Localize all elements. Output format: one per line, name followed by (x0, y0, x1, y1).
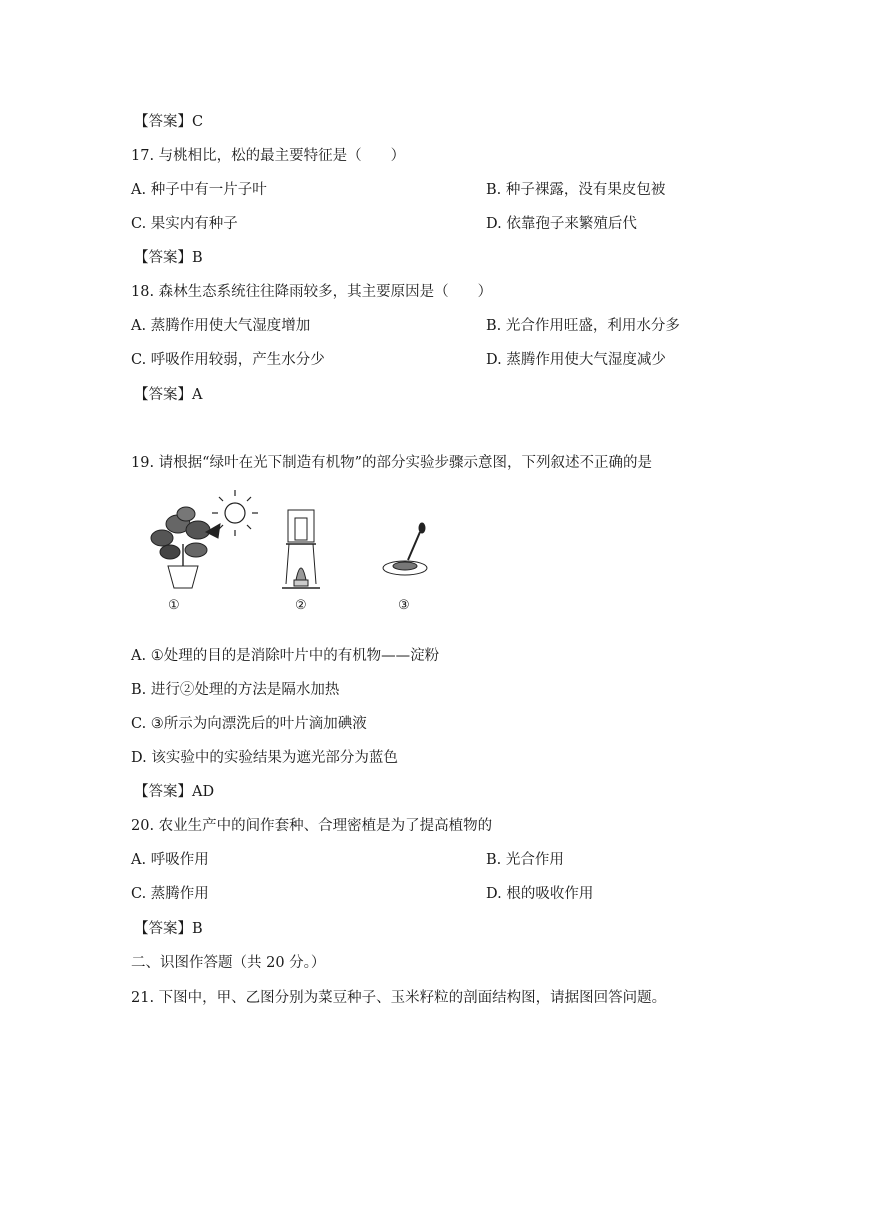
question-stem: 20. 农业生产中的间作套种、合理密植是为了提高植物的 (131, 818, 493, 834)
option-d: D. 根的吸收作用 (486, 886, 594, 902)
water-bath-icon (282, 510, 320, 588)
option-a: A. 蒸腾作用使大气湿度增加 (131, 318, 311, 334)
option-c: C. ③所示为向漂洗后的叶片滴加碘液 (131, 716, 367, 732)
figure-label-1: ① (168, 598, 180, 613)
dropper-dish-icon (383, 523, 427, 575)
option-d: D. 依靠孢子来繁殖后代 (486, 216, 637, 232)
answer: 【答案】B (134, 250, 203, 266)
question-stem: 18. 森林生态系统往往降雨较多，其主要原因是（ ） (131, 284, 493, 300)
option-b: B. 光合作用 (486, 852, 564, 868)
experiment-figure (140, 486, 460, 621)
figure-label-2: ② (295, 598, 307, 613)
question-stem: 17. 与桃相比，松的最主要特征是（ ） (131, 148, 406, 164)
option-d: D. 该实验中的实验结果为遮光部分为蓝色 (131, 750, 398, 766)
option-a: A. 种子中有一片子叶 (131, 182, 267, 198)
option-c: C. 蒸腾作用 (131, 886, 209, 902)
figure-label-3: ③ (398, 598, 410, 613)
question-stem: 19. 请根据“绿叶在光下制造有机物”的部分实验步骤示意图，下列叙述不正确的是 (131, 455, 652, 471)
answer: 【答案】A (134, 387, 203, 403)
option-d: D. 蒸腾作用使大气湿度减少 (486, 352, 666, 368)
option-a: A. ①处理的目的是消除叶片中的有机物——淀粉 (131, 648, 440, 664)
answer: 【答案】AD (134, 784, 215, 800)
option-c: C. 果实内有种子 (131, 216, 238, 232)
section-title: 二、识图作答题（共 20 分。） (131, 955, 326, 971)
answer-16: 【答案】C (134, 114, 204, 130)
potted-plant-icon (151, 507, 220, 588)
option-b: B. 进行②处理的方法是隔水加热 (131, 682, 340, 698)
option-c: C. 呼吸作用较弱，产生水分少 (131, 352, 325, 368)
answer: 【答案】B (134, 921, 203, 937)
question-21-stem: 21. 下图中，甲、乙图分别为菜豆种子、玉米籽粒的剖面结构图，请据图回答问题。 (131, 990, 667, 1006)
option-b: B. 光合作用旺盛，利用水分多 (486, 318, 680, 334)
option-b: B. 种子裸露，没有果皮包被 (486, 182, 666, 198)
option-a: A. 呼吸作用 (131, 852, 209, 868)
